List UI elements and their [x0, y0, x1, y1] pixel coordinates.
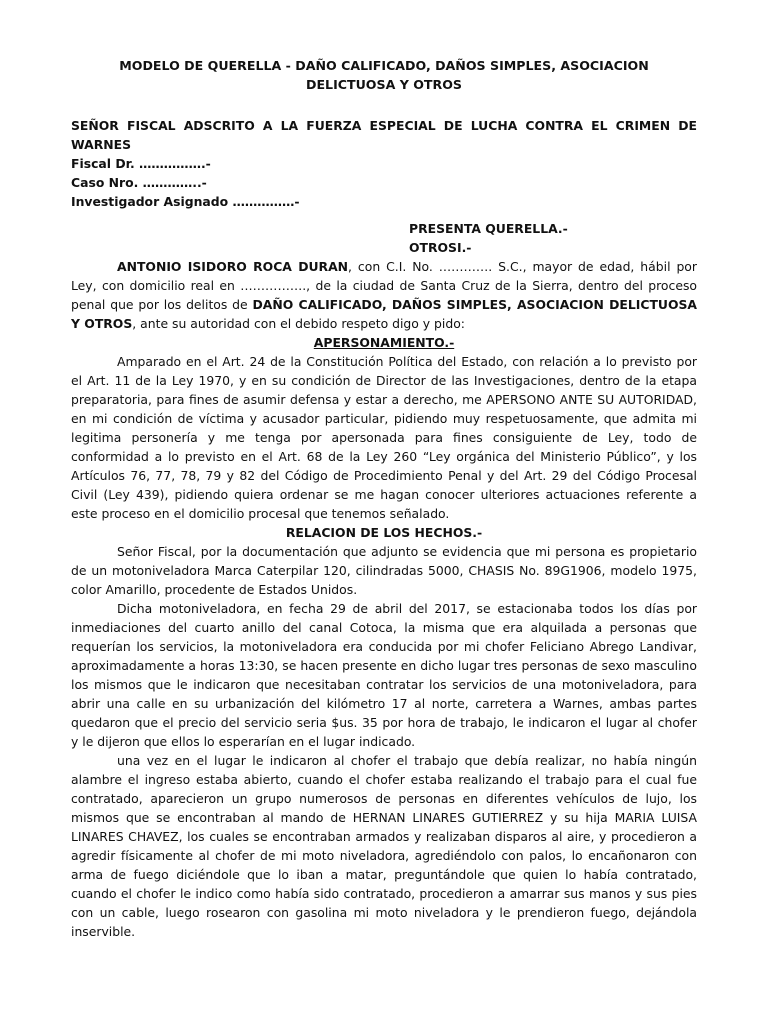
document-title-line-2: DELICTUOSA Y OTROS: [305, 77, 462, 92]
crimes-list: DAÑO CALIFICADO, DAÑOS SIMPLES, ASOCIACION DELICTUOSA Y OTROS: [71, 297, 698, 331]
paragraph-apersonamiento: Amparado en el Art. 24 de la Constitución Política del Estado, con relación a lo previsto por el Art. 11 de la Ley 1970, y en su condición de Director de las Investigaciones, dentro de la etapa preparatoria, para fines de asumir defensa y estar a derecho, me APERSONO ANTE SU AUTORIDAD, en mi condición de víctima y acusador particular, pidiendo muy respetuosamente, que admita mi legitima personería y me tenga por apersonada para fines consiguiente de Ley, todo de conformidad a lo previsto en el Art. 68 de la Ley 260 “Ley orgánica del Ministerio Público”, y los Artículos 76, 77, 78, 79 y 82 del Código de Procedimiento Penal y del Art. 29 del Código Procesal Civil (Ley 439), pidiendo quiera ordenar se me hagan conocer ulteriores actuaciones referente a este proceso en el domicilio procesal que tenemos señalado.: [71, 354, 697, 521]
heading-apersonamiento: [71, 333, 697, 352]
addressee-line: SEÑOR FISCAL ADSCRITO A LA FUERZA ESPECIAL DE LUCHA CONTRA EL CRIMEN DE WARNES: [71, 118, 697, 152]
intro-paragraph: [71, 257, 697, 333]
paragraph-hechos-1: Señor Fiscal, por la documentación que adjunto se evidencia que mi persona es propietario de un motoniveladora Marca Caterpilar 120, cilindradas 5000, CHASIS No. 89G1906, modelo 1975, color Amarillo, procedente de Estados Unidos.: [71, 544, 697, 597]
intro-text-2: , ante su autoridad con el debido respeto digo y pido:: [132, 316, 465, 331]
heading-relacion-hechos: RELACION DE LOS HECHOS.-: [285, 525, 483, 540]
presenta-querella: PRESENTA QUERELLA.-: [409, 221, 568, 236]
paragraph-hechos-2: Dicha motoniveladora, en fecha 29 de abril del 2017, se estacionaba todos los días por inmediaciones del cuarto anillo del canal Cotoca, la misma que era alquilada a personas que requerían los servicios, la motoniveladora era conducida por mi chofer Feliciano Abrego Landivar, aproximadamente a horas 13:30, se hacen presente en dicho lugar tres personas de sexo masculino los mismos que le indicaron que necesitaban contratar los servicios de una motoniveladora, para abrir una calle en su urbanización del kilómetro 17 al norte, carretera a Warnes, ambas partes quedaron que el precio del servicio seria $us. 35 por hora de trabajo, le indicaron el lugar al chofer y le dijeron que ellos lo esperarían en el lugar indicado.: [71, 601, 697, 749]
fiscal-line: Fiscal Dr. …………….-: [71, 156, 211, 171]
presenta-block: [409, 219, 697, 257]
investigador-line: Investigador Asignado ……………-: [71, 194, 300, 209]
document-title-line-1: MODELO DE QUERELLA - DAÑO CALIFICADO, DAÑOS SIMPLES, ASOCIACION: [119, 58, 649, 73]
caso-line: Caso Nro. …………..-: [71, 175, 207, 190]
addressee-block: [71, 116, 697, 211]
complainant-name: ANTONIO ISIDORO ROCA DURAN: [117, 259, 349, 274]
intro-text-1: , con C.I. No. …………. S.C., mayor de edad, hábil por Ley, con domicilio real en ……………., de la ciudad de Santa Cruz de la Sierra, dentro del proceso penal que por los delitos de: [71, 259, 697, 312]
paragraph-hechos-3: una vez en el lugar le indicaron al chofer el trabajo que debía realizar, no había ningún alambre el ingreso estaba abierto, cuando el chofer estaba realizando el trabajo para el cual fue contratado, aparecieron un grupo numerosos de personas en diferentes vehículos de lujo, los mismos que se encontraban al mando de HERNAN LINARES GUTIERREZ y su hija MARIA LUISA LINARES CHAVEZ, los cuales se encontraban armados y realizaban disparos al aire, y procedieron a agredir físicamente al chofer de mi moto niveladora, agrediéndolo con palos, lo encañonaron con arma de fuego diciéndole que lo iban a matar, preguntándole que quien lo había contratado, cuando el chofer le indico como había sido contratado, procedieron a amarrar sus manos y sus pies con un cable, luego rosearon con gasolina mi moto niveladora y le prendieron fuego, dejándola inservible.: [71, 753, 697, 939]
document-page: [71, 50, 697, 941]
otrosi: OTROSI.-: [409, 240, 472, 255]
heading-apersonamiento-text: APERSONAMIENTO.-: [313, 335, 455, 350]
